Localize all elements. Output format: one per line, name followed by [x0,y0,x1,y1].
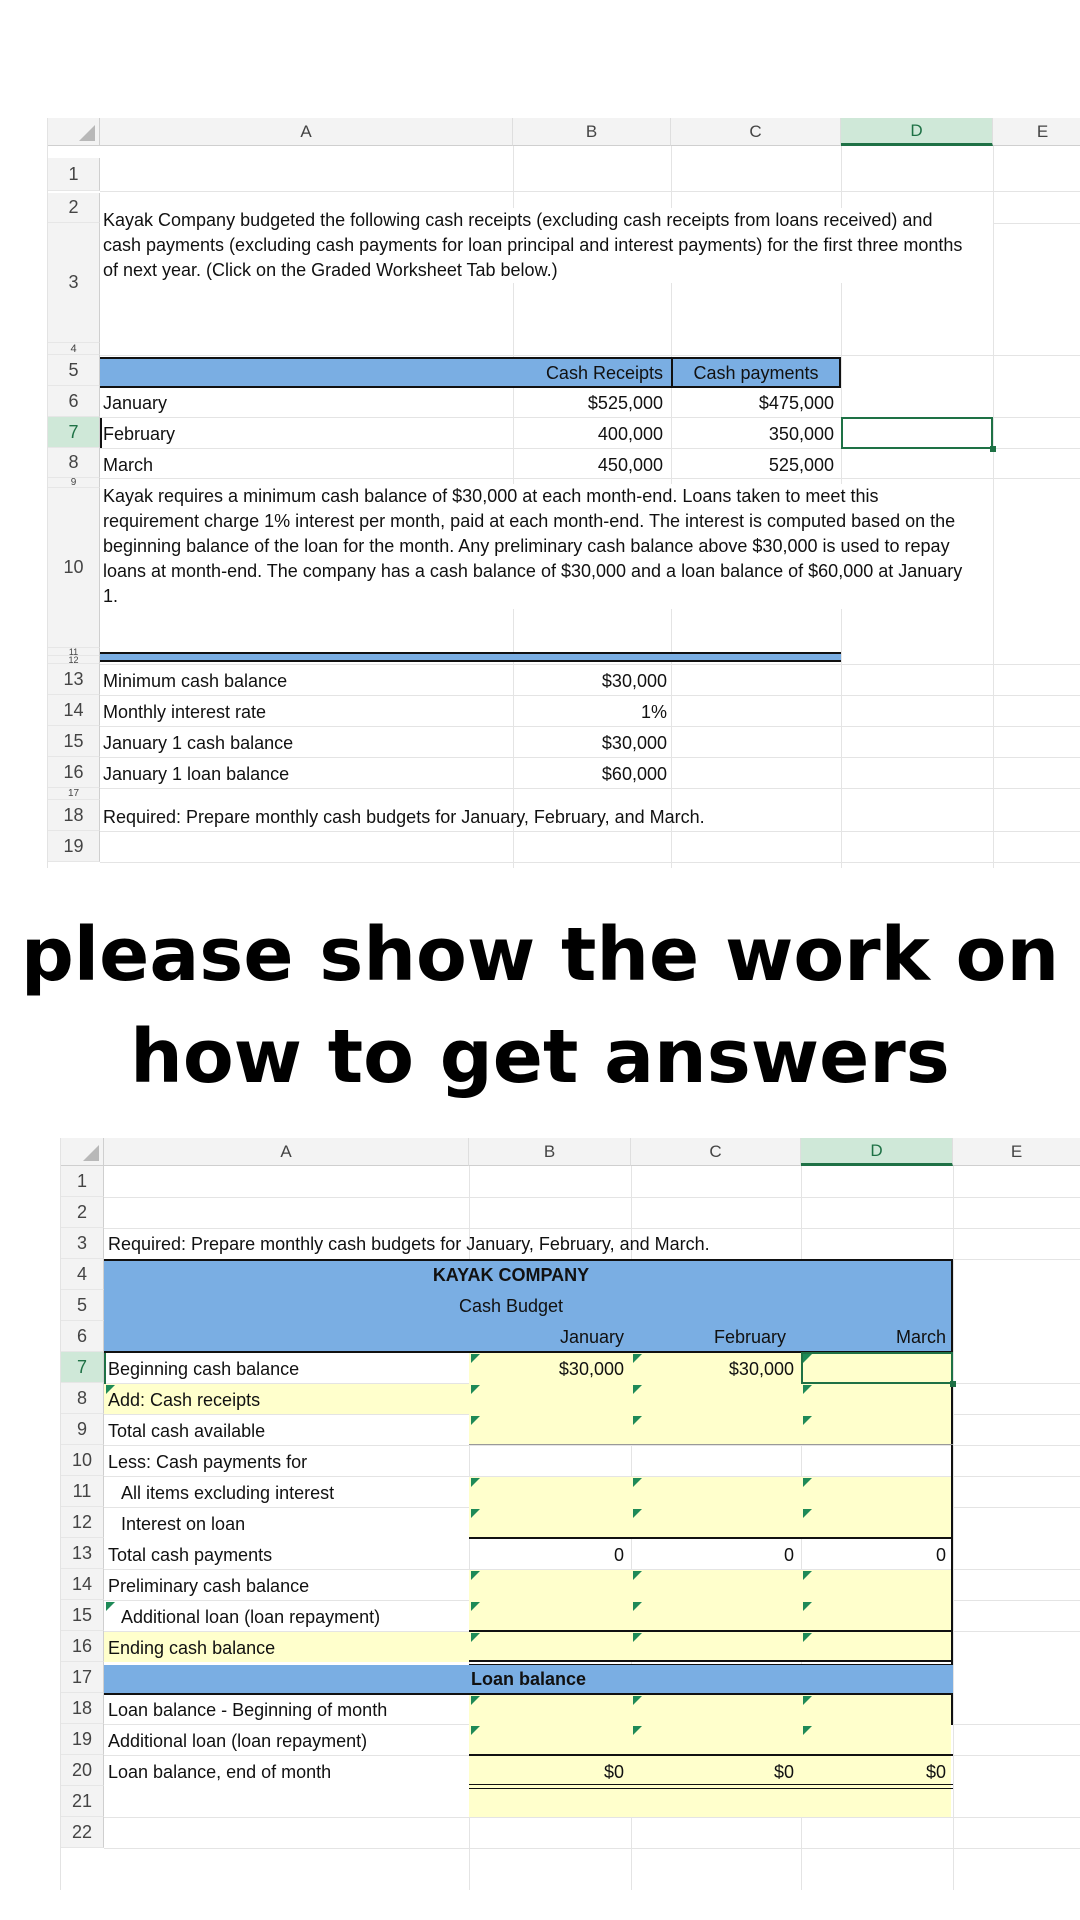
row-number[interactable]: 16 [61,1631,104,1662]
input-marker [471,1633,480,1642]
top-spreadsheet [47,118,1080,868]
row-number[interactable]: 4 [48,343,100,355]
month-header-january: January [559,1327,624,1347]
budget-title: Cash Budget [458,1296,564,1316]
input-marker [633,1509,642,1518]
param-value: $30,000 [601,671,667,691]
header-cash-receipts: Cash Receipts [545,363,663,383]
row-label: Beginning cash balance [108,1359,300,1379]
row-label: Less: Cash payments for [108,1452,308,1472]
column-header-c[interactable]: C [671,118,841,146]
row-number[interactable]: 11 [61,1476,104,1507]
row-label: Additional loan (loan repayment) [121,1607,381,1627]
input-marker [803,1696,812,1705]
required-text: Required: Prepare monthly cash budgets for January, February, and March. [103,807,705,827]
intro-paragraph: Kayak Company budgeted the following cash receipts (excluding cash receipts from loans received) and cash payments (excluding cash payments for loan principal and interest payments) for the first three months of next year. (Click on the Graded Worksheet Tab below.) [103,208,973,283]
param-value: 1% [640,702,667,722]
total-payments-mar[interactable]: 0 [935,1545,946,1565]
row-number-selected[interactable]: 7 [48,417,100,448]
row-number[interactable]: 12 [48,656,100,664]
column-header-b[interactable]: B [513,118,671,146]
beginning-cash-feb[interactable]: $30,000 [728,1359,794,1379]
payments-value: 525,000 [768,455,834,475]
input-marker [633,1602,642,1611]
row-label: Preliminary cash balance [108,1576,310,1596]
input-marker [633,1385,642,1394]
loan-section-title: Loan balance [471,1669,587,1689]
row-number[interactable]: 8 [48,448,100,478]
input-marker [106,1385,115,1394]
bottom-spreadsheet [60,1138,1080,1890]
row-label: Ending cash balance [108,1638,276,1658]
row-label: Total cash payments [108,1545,273,1565]
input-marker [471,1696,480,1705]
input-marker [106,1602,115,1611]
selected-cell[interactable] [841,417,993,449]
input-marker [471,1571,480,1580]
beginning-cash-jan[interactable]: $30,000 [558,1359,624,1379]
row-number[interactable]: 13 [48,664,100,695]
row-number[interactable]: 19 [61,1724,104,1755]
required-text: Required: Prepare monthly cash budgets for January, February, and March. [108,1234,710,1254]
column-header-a[interactable]: A [104,1138,469,1166]
column-header-d[interactable]: D [841,118,993,146]
input-marker [803,1416,812,1425]
total-payments-feb[interactable]: 0 [783,1545,794,1565]
row-number[interactable]: 9 [61,1414,104,1445]
input-marker [633,1633,642,1642]
column-header-e[interactable]: E [953,1138,1080,1166]
row-number[interactable]: 9 [48,478,100,488]
month-label: January [103,393,168,413]
row-number[interactable]: 22 [61,1817,104,1848]
row-number[interactable]: 21 [61,1786,104,1817]
input-marker [803,1385,812,1394]
row-number[interactable]: 1 [61,1166,104,1197]
receipts-value: 450,000 [597,455,663,475]
select-all-corner[interactable] [48,118,100,146]
input-marker [803,1478,812,1487]
row-number[interactable]: 10 [61,1445,104,1476]
input-marker [803,1571,812,1580]
row-label: Total cash available [108,1421,266,1441]
input-marker [633,1726,642,1735]
row-number[interactable]: 17 [48,788,100,800]
row-label: Add: Cash receipts [108,1390,261,1410]
input-marker [471,1602,480,1611]
row-number[interactable]: 17 [61,1662,104,1693]
row-number[interactable]: 6 [61,1321,104,1352]
receipts-value: 400,000 [597,424,663,444]
row-number[interactable]: 6 [48,386,100,417]
input-marker [803,1354,812,1363]
month-header-march: March [895,1327,946,1347]
input-marker [803,1633,812,1642]
input-marker [471,1509,480,1518]
param-value: $60,000 [601,764,667,784]
row-number[interactable]: 3 [48,223,100,343]
row-number[interactable]: 3 [61,1228,104,1259]
param-label: Minimum cash balance [103,671,288,691]
input-area [469,1695,951,1756]
input-marker [633,1478,642,1487]
input-area [469,1477,951,1537]
input-marker [803,1602,812,1611]
row-number[interactable]: 2 [61,1197,104,1228]
row-number[interactable]: 14 [61,1569,104,1600]
input-marker [633,1416,642,1425]
input-marker [803,1509,812,1518]
input-marker [471,1354,480,1363]
row-number[interactable]: 19 [48,831,100,862]
loan-end-mar[interactable]: $0 [925,1762,946,1782]
param-label: Monthly interest rate [103,702,267,722]
row-label: All items excluding interest [121,1483,335,1503]
row-number[interactable]: 8 [61,1383,104,1414]
param-value: $30,000 [601,733,667,753]
month-label: February [103,424,176,444]
input-marker [471,1385,480,1394]
column-header-e[interactable]: E [993,118,1080,146]
month-header-february: February [713,1327,786,1347]
param-label: January 1 loan balance [103,764,290,784]
row-label: Loan balance, end of month [108,1762,332,1782]
row-label: Additional loan (loan repayment) [108,1731,368,1751]
column-header-c[interactable]: C [631,1138,801,1166]
column-header-a[interactable]: A [100,118,513,146]
row-number[interactable]: 12 [61,1507,104,1538]
loan-end-jan[interactable]: $0 [603,1762,624,1782]
input-marker [471,1726,480,1735]
input-marker [633,1696,642,1705]
row-number[interactable]: 15 [48,726,100,757]
column-header-d[interactable]: D [801,1138,953,1166]
select-all-corner[interactable] [61,1138,104,1166]
row-number[interactable]: 14 [48,695,100,726]
row-number[interactable]: 20 [61,1755,104,1786]
month-label: March [103,455,154,475]
header-cash-payments: Cash payments [693,363,819,383]
input-marker [803,1726,812,1735]
row-number-selected[interactable]: 7 [61,1352,104,1383]
row-number[interactable]: 1 [48,158,100,191]
row-number[interactable]: 11 [48,648,100,656]
row-number[interactable]: 5 [48,355,100,386]
row-number[interactable]: 18 [61,1693,104,1724]
row-label: Interest on loan [121,1514,246,1534]
input-marker [633,1354,642,1363]
row-number[interactable]: 13 [61,1538,104,1569]
payments-value: $475,000 [758,393,834,413]
company-name: KAYAK COMPANY [432,1265,590,1285]
total-payments-jan[interactable]: 0 [613,1545,624,1565]
input-area [469,1570,951,1662]
row-number[interactable]: 4 [61,1259,104,1290]
policy-paragraph: Kayak requires a minimum cash balance of $30,000 at each month-end. Loans taken to meet this requirement charge 1% interest per month, paid at each month-end. The interest is computed based on the beginning balance of the loan for the month. Any preliminary cash balance above $30,000 is used to repay loans at month-end. The company has a cash balance of $30,000 and a loan balance of $60,000 at January 1. [103,484,963,609]
row-label: Loan balance - Beginning of month [108,1700,388,1720]
input-marker [471,1416,480,1425]
param-label: January 1 cash balance [103,733,294,753]
row-number[interactable]: 2 [48,193,100,223]
row-number[interactable]: 5 [61,1290,104,1321]
input-marker [633,1571,642,1580]
input-marker [471,1478,480,1487]
row-number[interactable]: 18 [48,800,100,831]
selected-cell[interactable] [801,1352,953,1384]
row-number[interactable]: 15 [61,1600,104,1631]
row-number[interactable]: 10 [48,488,100,648]
overlay-line-2: how to get answers [130,1014,950,1100]
payments-value: 350,000 [768,424,834,444]
overlay-line-1: please show the work on [20,912,1060,998]
receipts-value: $525,000 [587,393,663,413]
loan-end-feb[interactable]: $0 [773,1762,794,1782]
row-number[interactable]: 16 [48,757,100,788]
column-header-b[interactable]: B [469,1138,631,1166]
